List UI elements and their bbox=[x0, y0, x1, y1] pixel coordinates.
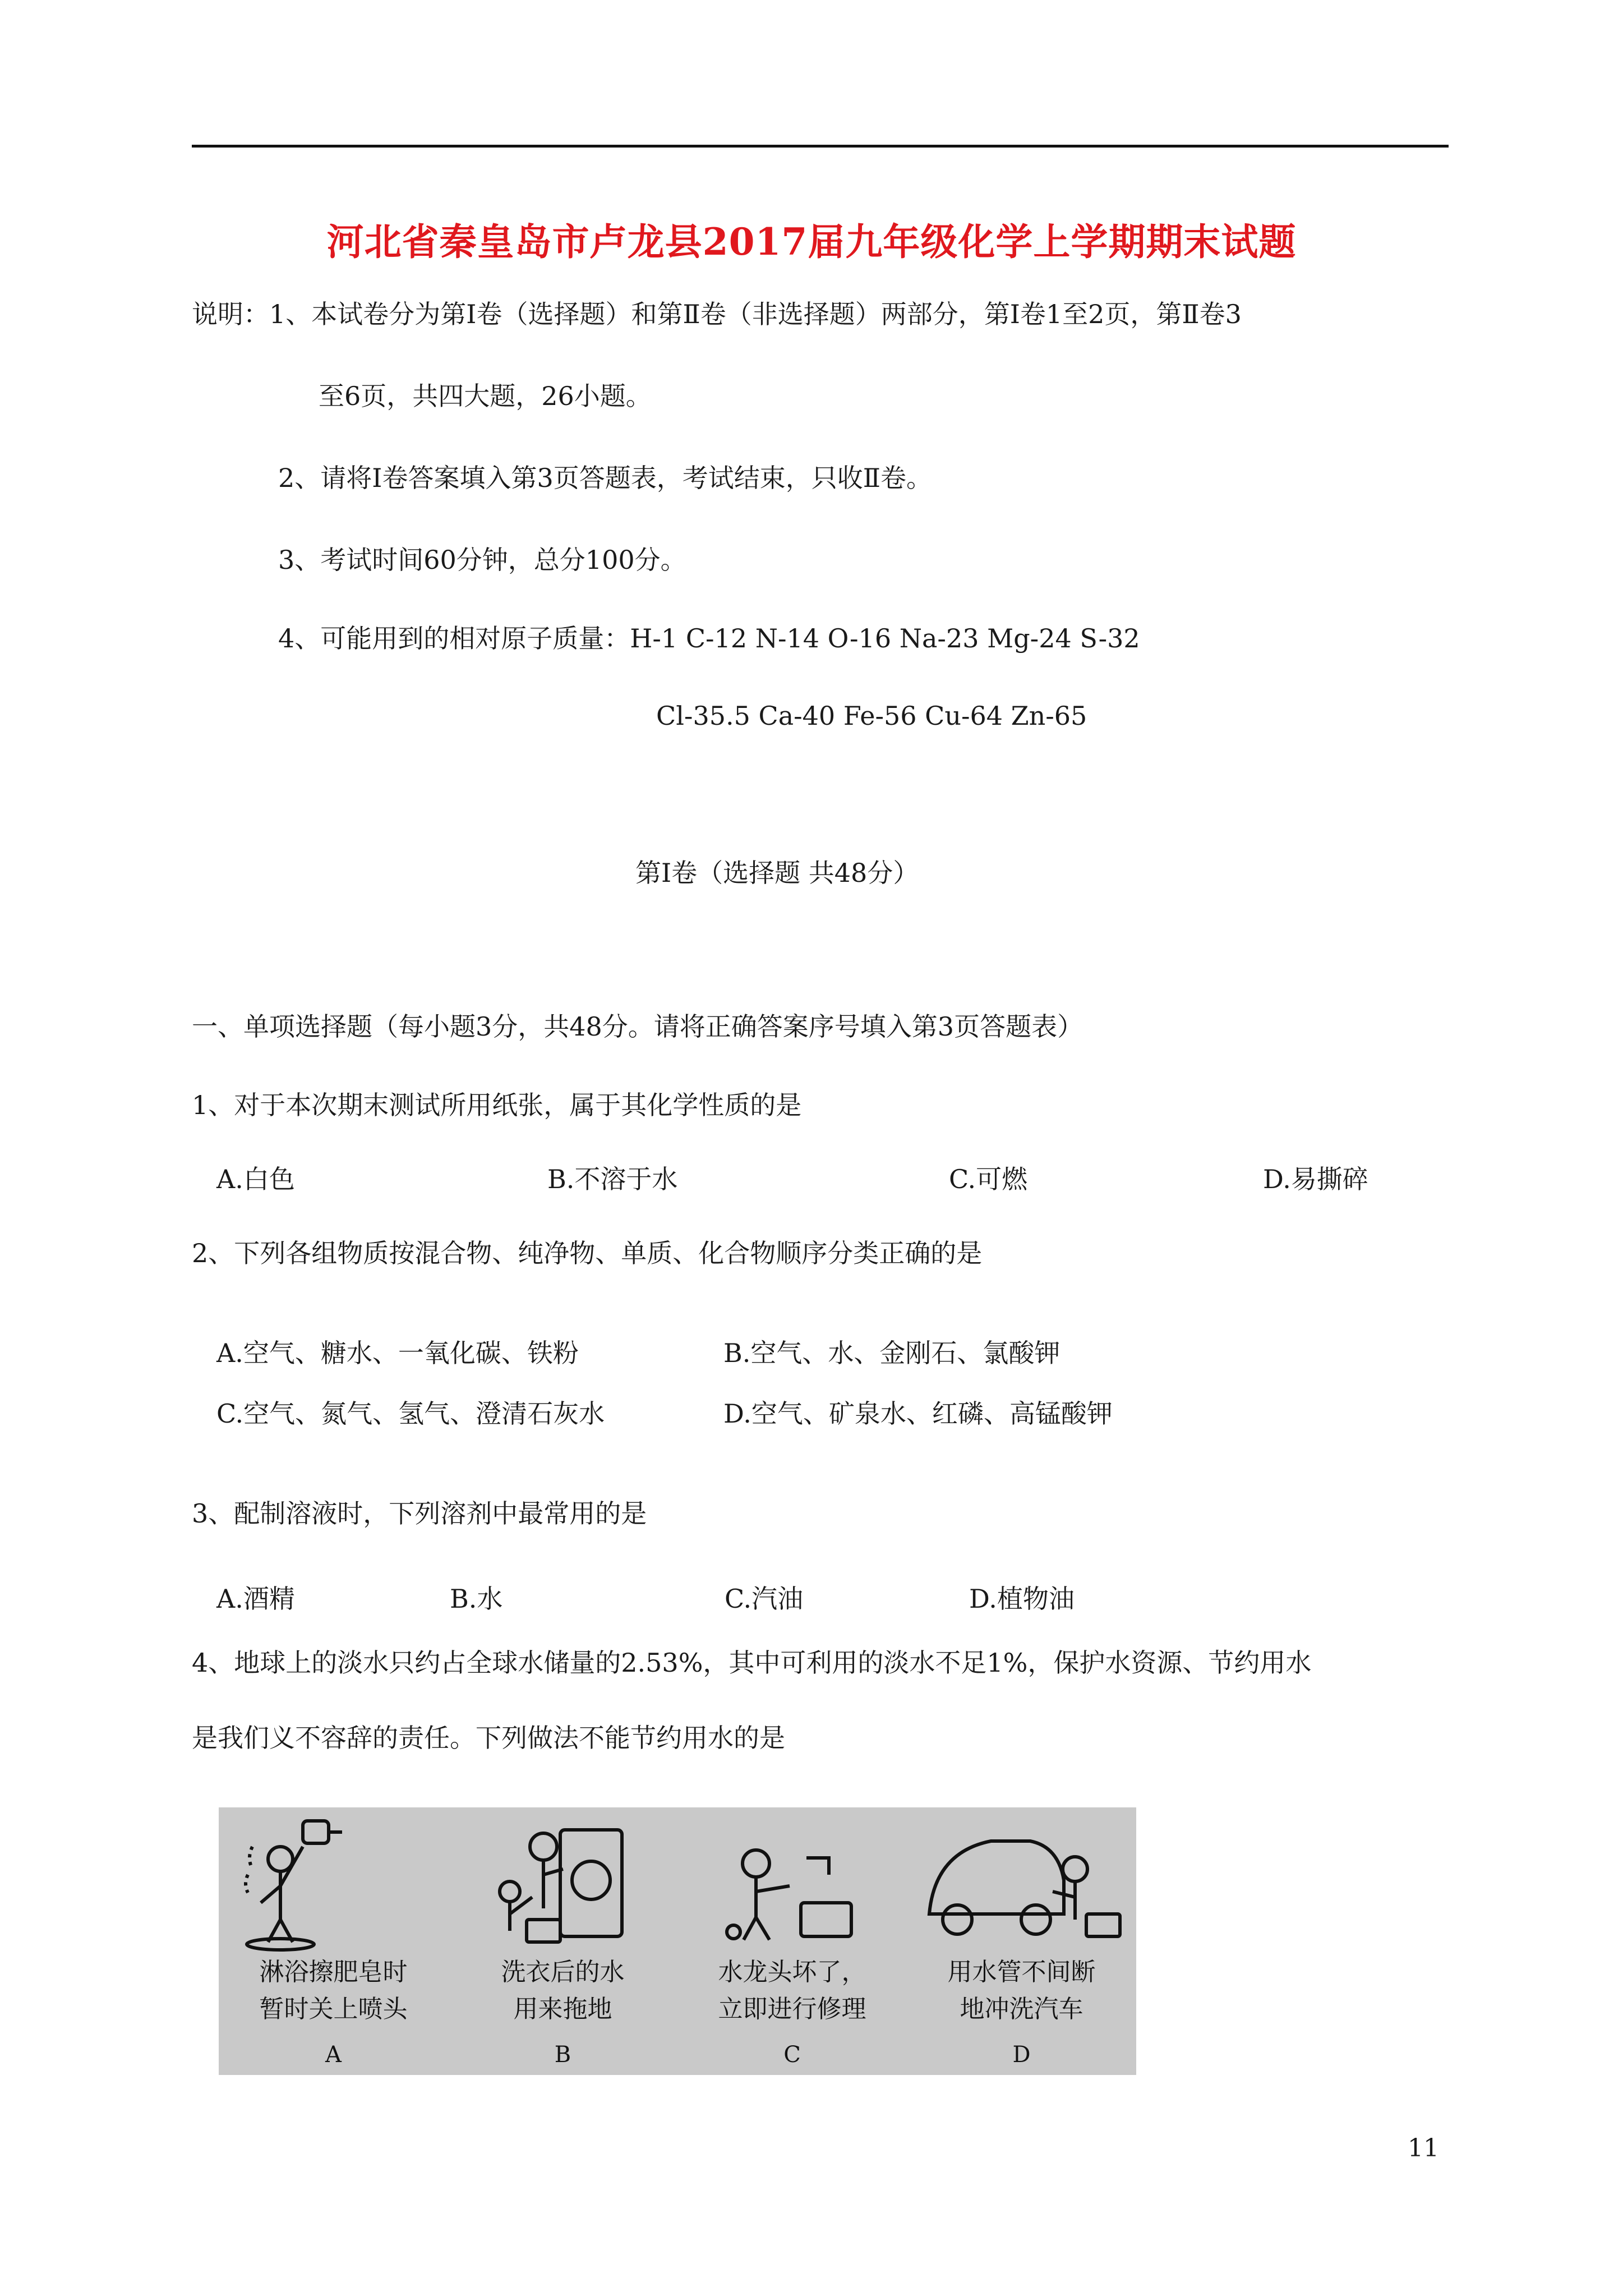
figure-panel-a-caption-1: 淋浴擦肥皂时 bbox=[259, 1958, 408, 1986]
note-line-4-cont: Cl-35.5 Ca-40 Fe-56 Cu-64 Zn-65 bbox=[656, 701, 1087, 731]
question-4-stem: 4、地球上的淡水只约占全球水储量的2.53%，其中可利用的淡水不足1%，保护水资源、节约用水 bbox=[192, 1648, 1312, 1678]
question-2-stem: 2、下列各组物质按混合物、纯净物、单质、化合物顺序分类正确的是 bbox=[192, 1238, 983, 1268]
shower-illustration bbox=[219, 1807, 448, 1953]
figure-panel-a-letter: A bbox=[325, 2042, 342, 2068]
note-line-1-cont: 至6页，共四大题，26小题。 bbox=[319, 381, 652, 411]
question-1-option-b: B.不溶于水 bbox=[547, 1164, 678, 1194]
figure-panel-d bbox=[907, 1807, 1136, 2075]
figure-panel-a bbox=[219, 1807, 448, 2075]
question-3-option-c: C.汽油 bbox=[725, 1584, 804, 1614]
page-title: 河北省秦皇岛市卢龙县2017届九年级化学上学期期末试题 bbox=[326, 220, 1297, 264]
page-number: 11 bbox=[1408, 2134, 1439, 2162]
figure-panel-b bbox=[448, 1807, 677, 2075]
faucet-repair-illustration bbox=[677, 1807, 907, 1953]
note-line-3: 3、考试时间60分钟，总分100分。 bbox=[278, 545, 686, 575]
question-2-option-b: B.空气、水、金刚石、氯酸钾 bbox=[723, 1338, 1061, 1368]
figure-panel-c-letter: C bbox=[783, 2042, 801, 2068]
question-3-option-b: B.水 bbox=[450, 1584, 503, 1614]
figure-panel-c-caption-1: 水龙头坏了， bbox=[718, 1958, 866, 1986]
laundry-illustration bbox=[448, 1807, 677, 1953]
water-saving-figure bbox=[219, 1807, 1136, 2075]
question-4-stem-cont: 是我们义不容辞的责任。下列做法不能节约用水的是 bbox=[192, 1723, 785, 1753]
part-heading: 一、单项选择题（每小题3分，共48分。请将正确答案序号填入第3页答题表） bbox=[192, 1011, 1083, 1042]
question-1-option-a: A.白色 bbox=[216, 1164, 295, 1194]
figure-panel-d-caption-2: 地冲洗汽车 bbox=[960, 1995, 1083, 2023]
question-3-option-d: D.植物油 bbox=[969, 1584, 1075, 1614]
figure-panel-c-caption-2: 立即进行修理 bbox=[718, 1995, 866, 2023]
question-1-option-c: C.可燃 bbox=[949, 1164, 1028, 1194]
question-2-option-a: A.空气、糖水、一氧化碳、铁粉 bbox=[216, 1338, 579, 1368]
question-1-option-d: D.易撕碎 bbox=[1263, 1164, 1368, 1194]
figure-panel-d-letter: D bbox=[1012, 2042, 1031, 2068]
section-title: 第Ⅰ卷（选择题 共48分） bbox=[635, 858, 919, 888]
note-line-4: 4、可能用到的相对原子质量：H-1 C-12 N-14 O-16 Na-23 Mg-24 S-32 bbox=[278, 623, 1140, 654]
figure-panel-b-caption-2: 用来拖地 bbox=[513, 1995, 612, 2023]
question-3-option-a: A.酒精 bbox=[216, 1584, 295, 1614]
note-line-2: 2、请将Ⅰ卷答案填入第3页答题表，考试结束，只收Ⅱ卷。 bbox=[278, 463, 932, 493]
note-line-1: 说明：1、本试卷分为第Ⅰ卷（选择题）和第Ⅱ卷（非选择题）两部分，第Ⅰ卷1至2页，第Ⅱ卷3 bbox=[192, 299, 1242, 329]
question-1-stem: 1、对于本次期末测试所用纸张，属于其化学性质的是 bbox=[192, 1090, 802, 1120]
figure-panel-b-caption-1: 洗衣后的水 bbox=[501, 1958, 625, 1986]
question-2-option-c: C.空气、氮气、氢气、澄清石灰水 bbox=[216, 1398, 605, 1429]
question-3-stem: 3、配制溶液时，下列溶剂中最常用的是 bbox=[192, 1498, 647, 1529]
figure-panel-d-caption-1: 用水管不间断 bbox=[947, 1958, 1096, 1986]
question-2-option-d: D.空气、矿泉水、红磷、高锰酸钾 bbox=[723, 1398, 1113, 1429]
figure-panel-a-caption-2: 暂时关上喷头 bbox=[259, 1995, 408, 2023]
car-wash-illustration bbox=[907, 1807, 1136, 1953]
header-rule bbox=[192, 145, 1449, 148]
figure-panel-b-letter: B bbox=[554, 2042, 571, 2068]
figure-panel-c bbox=[677, 1807, 907, 2075]
